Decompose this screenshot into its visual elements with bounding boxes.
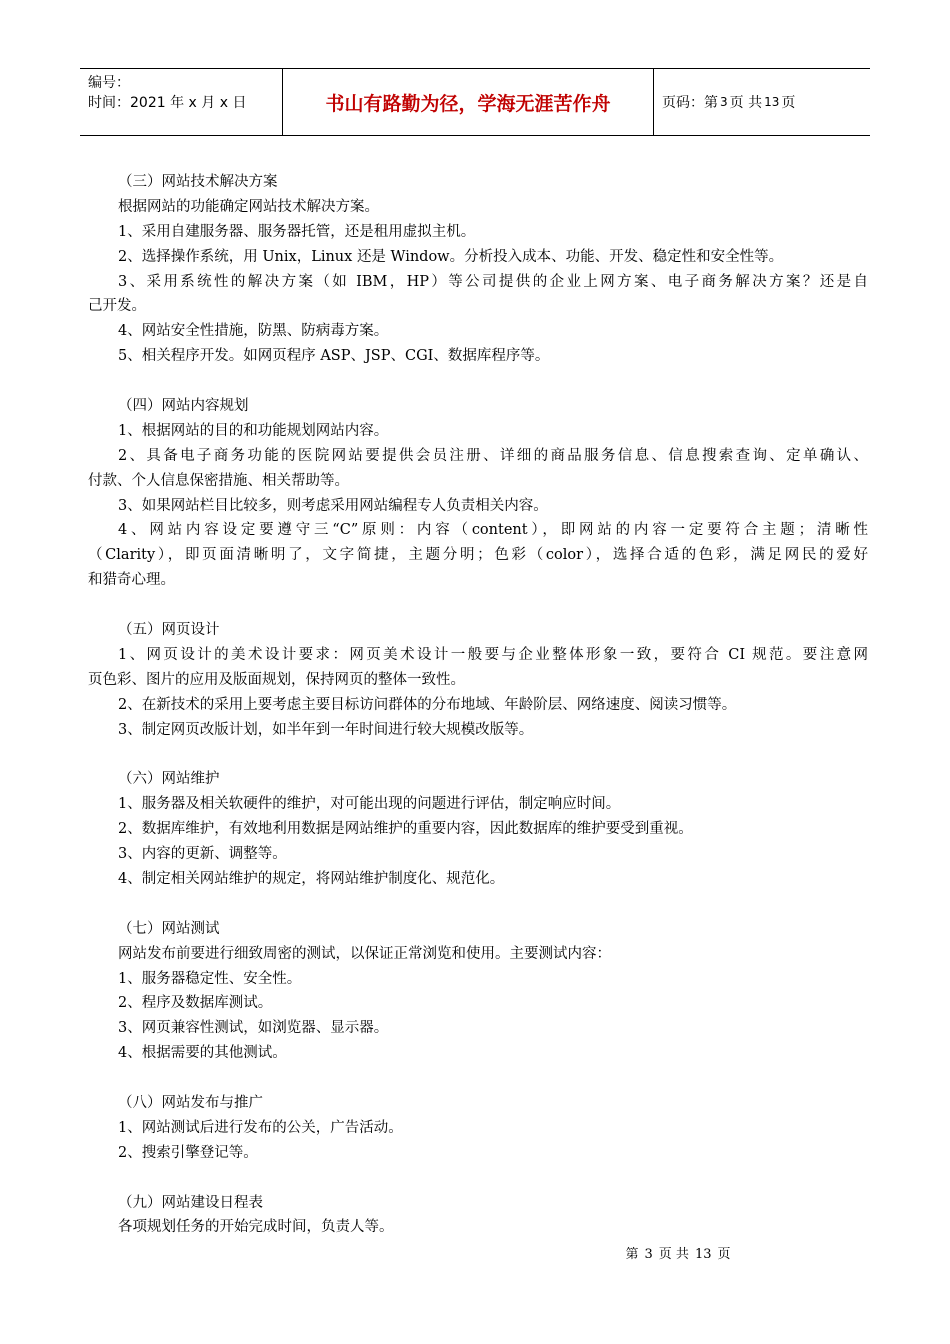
paragraph-line: 2、具备电子商务功能的医院网站要提供会员注册、详细的商品服务信息、信息搜索查询、定单确认、 bbox=[118, 447, 868, 464]
footer-prefix: 第 bbox=[625, 1247, 639, 1262]
time-label: 时间：2021 年 x 月 x 日 bbox=[88, 95, 247, 111]
paragraph-line: 2、搜索引擎登记等。 bbox=[118, 1144, 258, 1161]
paragraph-line: 2、在新技术的采用上要考虑主要目标访问群体的分布地域、年龄阶层、网络速度、阅读习惯等。 bbox=[118, 696, 737, 713]
header-motto: 书山有路勤为径，学海无涯苦作舟 bbox=[282, 69, 654, 135]
section-title: （四）网站内容规划 bbox=[118, 398, 249, 415]
paragraph-line: 2、程序及数据库测试。 bbox=[118, 995, 273, 1012]
paragraph-line: 2、选择操作系统，用 Unix，Linux 还是 Window。分析投入成本、功能、开发、稳定性和安全性等。 bbox=[118, 248, 784, 265]
page-prefix: 页码：第 bbox=[662, 95, 718, 111]
paragraph-line: 和猎奇心理。 bbox=[88, 572, 175, 589]
section-gap bbox=[88, 1166, 868, 1191]
paragraph-line: （Clarity），即页面清晰明了，文字简捷，主题分明；色彩（color），选择合适的色彩，满足网民的爱好 bbox=[88, 547, 868, 564]
paragraph-line: 4、网站内容设定要遵守三“C”原则：内容（content），即网站的内容一定要符合主题；清晰性 bbox=[118, 522, 868, 539]
paragraph-line: 1、根据网站的目的和功能规划网站内容。 bbox=[118, 422, 389, 439]
paragraph-line: 4、网站安全性措施，防黑、防病毒方案。 bbox=[118, 323, 389, 340]
paragraph-line: 2、数据库维护，有效地利用数据是网站维护的重要内容，因此数据库的维护要受到重视。 bbox=[118, 821, 693, 838]
serial-label: 编号： bbox=[88, 75, 130, 91]
footer-total: 13 bbox=[694, 1247, 712, 1262]
section-title: （八）网站发布与推广 bbox=[118, 1094, 263, 1111]
paragraph-line: 1、服务器稳定性、安全性。 bbox=[118, 970, 302, 987]
paragraph-line: 3、网页兼容性测试，如浏览器、显示器。 bbox=[118, 1020, 389, 1037]
header-meta bbox=[80, 69, 282, 135]
footer-suffix: 页 bbox=[717, 1247, 731, 1262]
paragraph-line: 1、网页设计的美术设计要求：网页美术设计一般要与企业整体形象一致，要符合 CI 规范。要注意网 bbox=[118, 646, 868, 663]
section-title: （九）网站建设日程表 bbox=[118, 1194, 263, 1211]
section-gap bbox=[88, 892, 868, 917]
document-body bbox=[88, 170, 868, 1240]
paragraph-line: 己开发。 bbox=[88, 298, 146, 315]
paragraph-line: 根据网站的功能确定网站技术解决方案。 bbox=[118, 198, 379, 215]
paragraph-line: 3、制定网页改版计划，如半年到一年时间进行较大规模改版等。 bbox=[118, 721, 534, 738]
section-title: （七）网站测试 bbox=[118, 920, 220, 937]
paragraph-line: 1、服务器及相关软硬件的维护，对可能出现的问题进行评估，制定响应时间。 bbox=[118, 796, 621, 813]
section-gap bbox=[88, 742, 868, 767]
paragraph-line: 4、根据需要的其他测试。 bbox=[118, 1045, 287, 1062]
paragraph-line: 网站发布前要进行细致周密的测试，以保证正常浏览和使用。主要测试内容： bbox=[118, 945, 611, 962]
section-title: （三）网站技术解决方案 bbox=[118, 174, 278, 190]
paragraph-line: 页色彩、图片的应用及版面规划，保持网页的整体一致性。 bbox=[88, 671, 465, 688]
page-current: 3 bbox=[720, 95, 728, 109]
paragraph-line: 1、网站测试后进行发布的公关，广告活动。 bbox=[118, 1119, 403, 1136]
paragraph-line: 4、制定相关网站维护的规定，将网站维护制度化、规范化。 bbox=[118, 870, 505, 887]
section-gap bbox=[88, 593, 868, 618]
page-footer bbox=[0, 1246, 950, 1264]
header-page-number bbox=[654, 69, 870, 135]
page-total: 13 bbox=[764, 95, 780, 109]
footer-current: 3 bbox=[644, 1247, 653, 1262]
section-gap bbox=[88, 1066, 868, 1091]
page-header bbox=[80, 68, 870, 136]
paragraph-line: 3、内容的更新、调整等。 bbox=[118, 846, 287, 863]
paragraph-line: 各项规划任务的开始完成时间，负责人等。 bbox=[118, 1219, 394, 1236]
page-mid: 页 共 bbox=[729, 95, 763, 111]
footer-mid: 页 共 bbox=[658, 1247, 689, 1262]
page-suffix: 页 bbox=[781, 95, 796, 111]
paragraph-line: 3、采用系统性的解决方案（如 IBM，HP）等公司提供的企业上网方案、电子商务解决方案？还是自 bbox=[118, 273, 868, 290]
section-title: （六）网站维护 bbox=[118, 771, 220, 788]
paragraph-line: 3、如果网站栏目比较多，则考虑采用网站编程专人负责相关内容。 bbox=[118, 497, 548, 514]
paragraph-line: 5、相关程序开发。如网页程序 ASP、JSP、CGI、数据库程序等。 bbox=[118, 348, 550, 365]
section-title: （五）网页设计 bbox=[118, 622, 220, 639]
paragraph-line: 1、采用自建服务器、服务器托管，还是租用虚拟主机。 bbox=[118, 223, 476, 240]
paragraph-line: 付款、个人信息保密措施、相关帮助等。 bbox=[88, 472, 349, 489]
section-gap bbox=[88, 369, 868, 394]
